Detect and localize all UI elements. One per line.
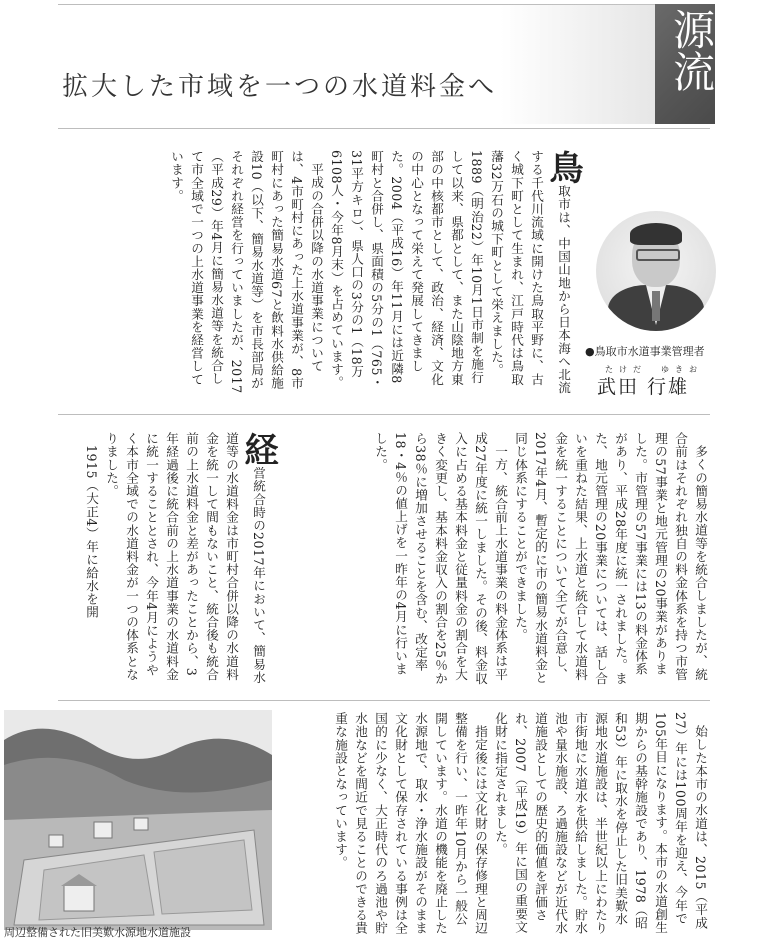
drop-cap: 鳥	[543, 150, 583, 185]
paragraph: 1915（大正4）年に給水を開	[84, 444, 99, 619]
paragraph: 一方、統合前上水道事業の料金体系は平成27年度に統一しました。その後、料金収入に占める基本料金と従量料金の割合を大きく変更し、基本料金収入の割合を25％から38％に増加させることを含む、改定率18・4％の値上げを一昨年の4月に行いました。	[373, 432, 508, 685]
portrait-tie	[652, 291, 660, 321]
headline-rule	[58, 128, 710, 129]
section-rule-2	[58, 700, 710, 701]
paragraph: 始した本市の水道は、2015（平成27）年には100周年を迎え、今年で105年目になります。本市の水道創生期からの基幹施設であり、1978（昭和53）年に取水を停止した旧美歎水源地水道施設は、半世紀以上にわたり市街地に水道水を供給しました。貯水池や量水施設、ろ過施設などが近代水道施設としての歴史的価値を評価され、2007（平成19）年に国の重要文化財に指定されました。	[493, 712, 708, 935]
drop-cap: 経	[238, 432, 278, 467]
paragraph: 営統合時の2017年において、簡易水道等の水道料金は市町村合併以降の水道料金を統一して間もないこと、統合後も統合前の上水道料金と差があったことから、3年経過後に統合前の上水道事業の水道料金に統一することとされ、今年4月にようやく本市全域での水道料金が一つの体系となりました。	[104, 432, 266, 684]
header-gradient	[500, 4, 655, 124]
paragraph: 取市は、中国山地から日本海へ北流する千代川流域に開けた鳥取平野に、古く城下町として生まれ、江戸時代は鳥取藩32万石の城下町として栄えました。1889（明治22）年10月1日市制を施行して以来、県都として、また山陰地方東部の中核都市として、政治、経済、文化の中心となって栄えて発展してきました。2004（平成16）年11月には近隣8町村と合併し、県面積の5分の1（765・31平方キロ）、県人口の3分の1（18万6108人・今年8月末）を占めています。	[329, 150, 571, 395]
series-title: 源流	[667, 8, 716, 92]
author-name: 武田 行雄	[597, 376, 690, 398]
author-affiliation: ●鳥取市水道事業管理者	[585, 345, 705, 358]
paragraph: 平成の合併以降の水道事業については、4市町村にあった上水道事業が、8市町村にあった簡易水道67と飲料水供給施設10（以下、簡易水道等）を市長部局がそれぞれ経営を行っていましたが、2017（平成29）年4月に簡易水道等を統合して市全域で一つの上水道事業を経営しています。	[169, 150, 324, 394]
author-portrait	[596, 211, 716, 331]
portrait-hair	[630, 223, 682, 245]
facility-photo-illustration	[4, 710, 272, 930]
article-headline: 拡大した市域を一つの水道料金へ	[62, 72, 498, 102]
author-name-ruby: たけだ ゆきお	[605, 365, 703, 374]
portrait-glasses	[636, 249, 680, 261]
section-mid-right	[285, 432, 710, 687]
section-mid-left	[60, 432, 278, 687]
paragraph: 多くの簡易水道等を統合しましたが、統合前はそれぞれ独自の料金体系を持つ市管理の57事業と地元管理の20事業がありました。市管理の57事業には13の料金体系があり、平成28年度に統一されました。また、地元管理の20事業については、話し合いを重ねた結果、上水道と統合して水道料金を統一することについて全てが合意し、2017年4月、暫定的に市の簡易水道料金と同じ体系にすることができました。	[513, 432, 708, 685]
section-bottom-right	[282, 712, 710, 937]
section-top-right	[60, 150, 583, 395]
photo-caption: 周辺整備された旧美歎水源地水道施設	[4, 926, 191, 939]
facility-photo	[4, 710, 272, 930]
paragraph: 指定後には文化財の保存修理と周辺整備を行い、一昨年10月から一般公開しています。水道の機能を廃止した水源地で、取水・浄水施設がそのまま文化財として保存されている事例は全国的に少なく、大正時代のろ過池や貯水池などを間近で見ることのできる貴重な施設となっています。	[333, 712, 488, 935]
section-rule-1	[58, 414, 710, 415]
